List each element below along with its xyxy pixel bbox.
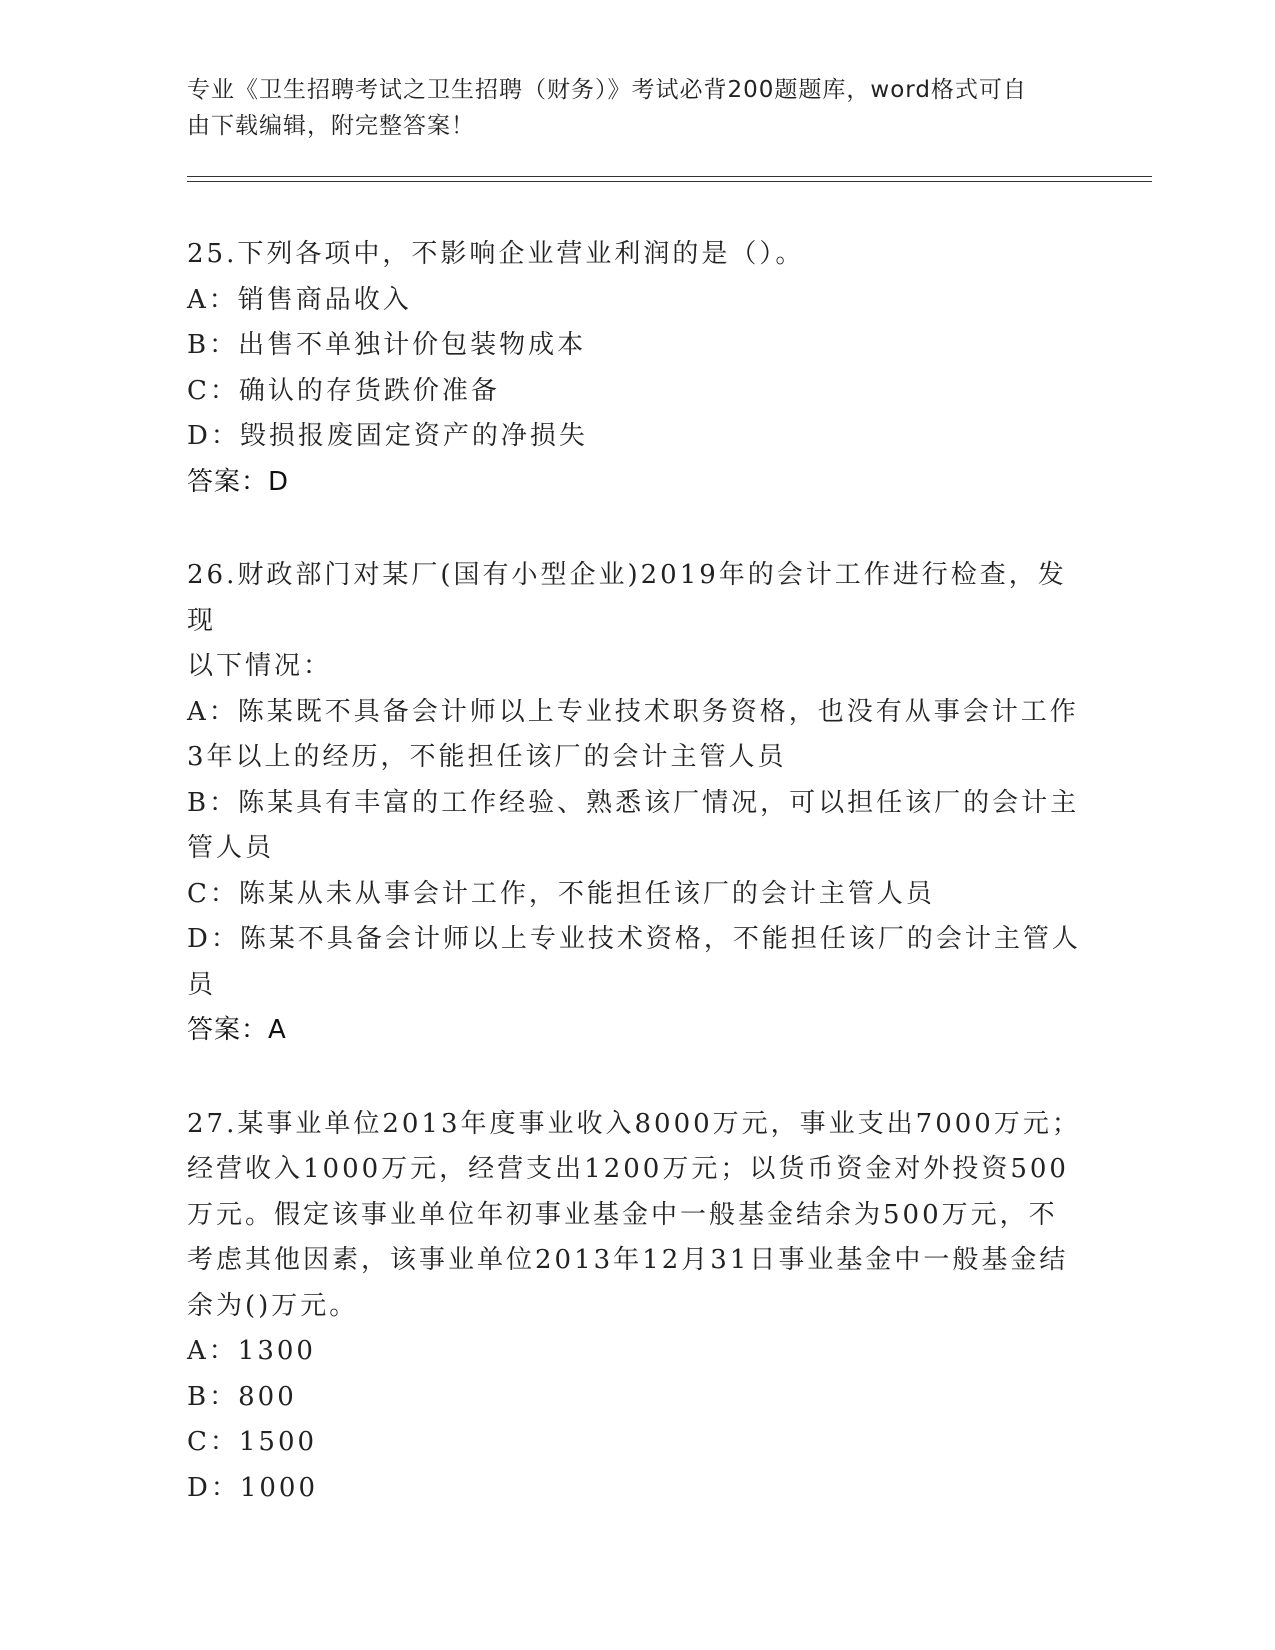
question-option: C：确认的存货跌价准备: [187, 375, 500, 406]
question-option: 员: [187, 969, 217, 1000]
question-option: A：陈某既不具备会计师以上专业技术职务资格，也没有从事会计工作: [187, 696, 1079, 727]
question-option: A：销售商品收入: [187, 284, 412, 315]
question-stem-line: 27.某事业单位2013年度事业收入8000万元，事业支出7000万元；: [187, 1108, 1081, 1139]
question-option: B：陈某具有丰富的工作经验、熟悉该厂情况，可以担任该厂的会计主: [187, 787, 1080, 818]
document-header: [187, 72, 1067, 144]
question-option: D：毁损报废固定资产的净损失: [187, 421, 588, 451]
question-option: D：陈某不具备会计师以上专业技术资格，不能担任该厂的会计主管人: [187, 924, 1081, 954]
question-option: A：1300: [187, 1336, 316, 1366]
question-block: [187, 553, 1087, 1054]
header-line-2: 由下载编辑，附完整答案！: [187, 113, 475, 139]
question-stem-line: 以下情况：: [187, 651, 333, 681]
question-option: C：陈某从未从事会计工作，不能担任该厂的会计主管人员: [187, 878, 935, 909]
header-divider-bottom: [187, 181, 1152, 182]
header-divider-top: [187, 176, 1152, 177]
question-option: B：800: [187, 1381, 297, 1412]
question-option: B：出售不单独计价包装物成本: [187, 330, 587, 360]
question-option: 3年以上的经历，不能担任该厂的会计主管人员: [187, 742, 787, 772]
question-stem-line: 余为()万元。: [187, 1290, 359, 1321]
question-list: [187, 232, 1087, 1559]
question-stem-line: 万元。假定该事业单位年初事业基金中一般基金结余为500万元，不: [187, 1199, 1058, 1230]
question-stem-line: 经营收入1000万元，经营支出1200万元；以货币资金对外投资500: [187, 1154, 1069, 1184]
question-stem-line: 考虑其他因素，该事业单位2013年12月31日事业基金中一般基金结: [187, 1245, 1069, 1275]
question-option: C：1500: [187, 1427, 318, 1457]
question-stem-line: 25.下列各项中，不影响企业营业利润的是（）。: [187, 239, 805, 269]
answer-label: 答案：D: [187, 466, 290, 497]
answer-label: 答案：A: [187, 1015, 287, 1045]
question-option: D：1000: [187, 1472, 319, 1503]
question-block: [187, 232, 1087, 505]
question-stem-line: 26.财政部门对某厂(国有小型企业)2019年的会计工作进行检查，发现: [187, 560, 1067, 636]
question-option: 管人员: [187, 833, 275, 863]
header-line-1: 专业《卫生招聘考试之卫生招聘（财务）》考试必背200题题库，word格式可自: [187, 77, 1027, 103]
question-block: [187, 1102, 1087, 1512]
